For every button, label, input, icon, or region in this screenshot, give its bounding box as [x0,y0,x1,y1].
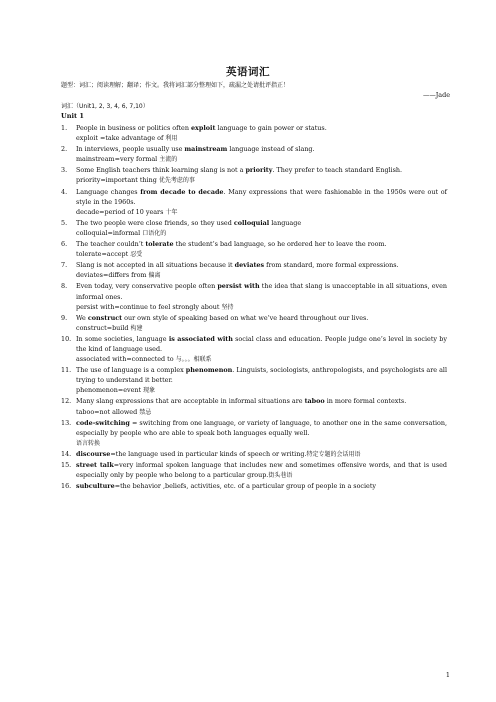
sentence-suffix: language [269,218,302,227]
list-item [61,396,447,417]
list-item [61,239,447,260]
key-term: mainstream [184,145,228,154]
sentence [76,187,447,207]
key-term: tolerate [145,240,174,249]
key-term: discourse [76,449,111,458]
sentence [76,396,447,406]
sentence-suffix: =very informal spoken language that includes new and sometimes offensive words, and that is used especially only by people who belong to a particular group. [76,461,448,480]
item-number: 2. [61,145,68,154]
chinese-meaning: 与。。。相联系 [175,356,212,364]
definition-line [61,323,447,334]
sentence [76,165,447,175]
definition-line [61,228,447,239]
item-number: 9. [61,313,68,322]
sentence-suffix: . Many expressions that were fashionable in the 1950s were out of style in the 1960s. [76,187,448,206]
sentence-prefix: Some English teachers think learning slang is not a [76,166,246,175]
sentence [76,460,447,481]
chinese-meaning: 优先考虑的事 [158,177,195,185]
sentence [76,365,447,385]
sentence-suffix: the idea that slang is unacceptable in all situations, even informal ones. [76,282,447,301]
definition: phenomenon=event [76,386,142,395]
sentence-suffix: . Linguists, sociologists, anthropologists, and psychologists are all trying to understand it better. [76,366,447,385]
key-term: is associated with [168,334,233,343]
sentence-suffix: social class and education. People judge one’s level in society by the kind of language used. [76,334,447,353]
sentence [76,313,447,323]
chinese-meaning: 忍受 [130,251,143,259]
item-number: 12. [61,397,72,406]
definition: priority=important thing [76,176,157,185]
chinese-meaning: 偏离 [148,272,161,280]
sentence-prefix: Many slang expressions that are acceptable in informal situations are [76,397,305,406]
item-number: 3. [61,166,68,175]
sentence-suffix: from standard, more formal expressions. [264,261,399,270]
definition: associated with=connected to [76,355,174,364]
sentence-suffix: =the behavior ,beliefs, activities, etc. of a particular group of people in a society [114,482,376,491]
chinese-meaning: 主流的 [159,156,178,164]
item-number: 10. [61,334,72,343]
sentence-suffix: the student’s bad language, so he ordered her to leave the room. [173,240,387,249]
definition-line [61,133,447,144]
page-title: 英语词汇 [226,66,270,78]
unit-heading: Unit 1 [61,112,84,120]
definition-line [61,407,447,418]
definition-line [61,270,447,281]
definition: taboo=not allowed [76,407,138,416]
definition: construct=build [76,323,129,332]
definition: colloquial=informal [76,228,141,237]
list-item [61,334,447,365]
sentence-prefix: In some societies, language [76,334,169,343]
definition: persist with=continue to feel strongly about [76,302,220,311]
chinese-meaning: 现象 [143,387,156,395]
page-number: 1 [445,671,450,679]
definition: mainstream=very formal [76,155,158,164]
item-number: 13. [61,418,72,427]
sentence-prefix: Even today, very conservative people often [76,282,218,291]
sentence-suffix: language instead of slang. [227,145,315,154]
sentence [76,418,447,438]
sentence [76,481,447,491]
sentence-suffix: in more formal contexts. [324,397,407,406]
key-term: street talk [76,461,114,469]
sentence [76,334,447,354]
definition-line [61,154,447,165]
list-item [61,260,447,281]
item-number: 1. [61,124,68,132]
item-number: 14. [61,449,72,458]
list-item [61,281,447,312]
list-item [61,123,447,144]
sentence-prefix: In interviews, people usually use [76,145,185,154]
item-number: 6. [61,240,68,249]
list-item [61,449,447,460]
list-item [61,218,447,239]
sentence-suffix: =the language used in particular kinds of speech or writing. [110,449,307,458]
chinese-meaning: 语言转换 [76,439,101,447]
intro-text: 题型：词汇；阅读理解；翻译；作文。我将词汇部分整理如下，疏漏之处请批评指正！ [61,82,290,89]
sentence-suffix: language to gain power or status. [215,124,327,132]
definition-line [61,385,447,396]
sentence-prefix: Language changes [76,187,141,196]
definition: deviates=differs from [76,271,147,280]
chinese-meaning: 口语化的 [142,229,167,237]
chinese-meaning: 禁忌 [139,408,152,416]
vocabulary-list [61,123,447,491]
sentence-suffix: = switching from one language, or variety of language, to another one in the same conversation, especially by people who are able to speak both languages equally well. [76,418,447,437]
key-term: persist with [217,282,260,291]
sentence-suffix: . They prefer to teach standard English. [272,166,403,175]
item-number: 4. [61,187,68,196]
sentence-suffix: our own style of speaking based on what we’ve heard throughout our lives. [122,313,369,322]
key-term: phenomenon [185,366,233,375]
sentence-prefix: People in business or politics often [76,124,191,132]
item-number: 11. [61,366,72,375]
definition-line [61,249,447,260]
item-number: 16. [61,482,72,491]
item-number: 5. [61,218,68,227]
key-term: taboo [304,397,325,406]
list-item [61,460,447,481]
definition: exploit =take advantage of [76,134,164,143]
sentence [76,123,447,133]
key-term: priority [245,166,273,175]
definition-line [61,207,447,218]
list-item [61,418,447,449]
list-item [61,187,447,218]
key-term: from decade to decade [140,187,224,196]
sentence [76,144,447,154]
key-term: exploit [190,124,216,132]
sentence-prefix: Slang is not accepted in all situations because it [76,261,235,270]
item-number: 7. [61,261,68,270]
sentence [76,239,447,249]
list-item [61,144,447,165]
chinese-meaning: 特定专题的会话用语 [306,450,361,458]
scope-line: 词汇（Unit1, 2, 3, 4, 6, 7,10） [61,103,149,110]
key-term: code-switching [76,418,130,427]
chinese-meaning: 坚持 [221,303,234,311]
definition-line [61,175,447,186]
author-signature: ——Jade [422,91,450,99]
chinese-meaning: 十年 [165,208,178,216]
key-term: colloquial [233,218,270,227]
list-item [61,365,447,396]
sentence-prefix: The two people were close friends, so they used [76,218,234,227]
definition-line [61,302,447,313]
sentence [76,260,447,270]
sentence [76,281,447,301]
definition: tolerate=accept [76,250,129,259]
chinese-meaning: 街头巷语 [268,472,293,480]
sentence-prefix: The teacher couldn’t [76,240,146,249]
list-item [61,481,447,491]
definition-line [61,438,447,449]
definition: decade=period of 10 years [76,207,164,216]
sentence [76,449,447,460]
sentence-prefix: We [76,313,88,322]
key-term: construct [87,313,123,322]
definition-line [61,354,447,365]
list-item [61,313,447,334]
list-item [61,165,447,186]
key-term: deviates [234,261,265,270]
item-number: 15. [61,461,72,469]
sentence [76,218,447,228]
chinese-meaning: 利用 [165,135,178,143]
key-term: subculture [76,482,115,491]
item-number: 8. [61,282,68,291]
chinese-meaning: 构建 [130,324,143,332]
sentence-prefix: The use of language is a complex [76,366,186,375]
